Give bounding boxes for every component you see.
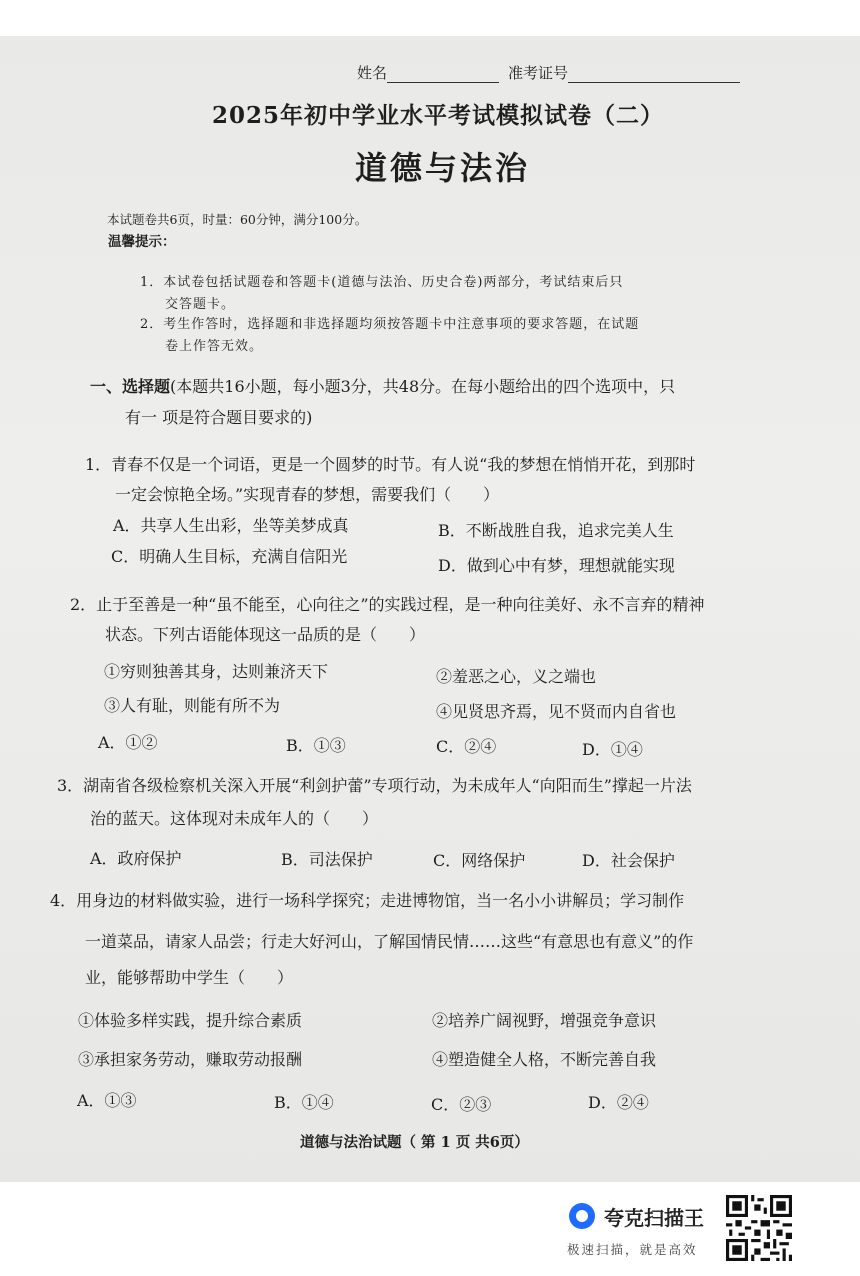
tip-2-line-1: 2．考生作答时，选择题和非选择题均须按答题卡中注意事项的要求答题，在试题 <box>140 317 640 332</box>
q4-statement-2: ②培养广阔视野，增强竞争意识 <box>432 1011 657 1030</box>
q3-option-a: A．政府保护 <box>90 849 182 868</box>
q1-option-a: A．共享人生出彩，坐等美梦成真 <box>113 516 349 535</box>
q2-statement-1: ①穷则独善其身，达则兼济天下 <box>104 662 329 681</box>
q4-option-b: B．①④ <box>274 1093 334 1112</box>
q4-option-d: D．②④ <box>588 1093 649 1112</box>
section-title: 一、选择题 <box>90 377 171 396</box>
q1-option-b: B．不断战胜自我，追求完美人生 <box>438 521 674 540</box>
question-1-stem-2: 一定会惊艳全场。”实现青春的梦想，需要我们（ ） <box>115 485 500 504</box>
exam-id-blank <box>568 66 740 83</box>
q4-statement-3: ③承担家务劳动，赚取劳动报酬 <box>78 1050 303 1069</box>
name-blank <box>387 66 499 83</box>
exam-title: 2025年初中学业水平考试模拟试卷（二） <box>212 102 665 129</box>
question-1-stem-1: 1．青春不仅是一个词语，更是一个圆梦的时节。有人说“我的梦想在悄悄开花，到那时 <box>85 455 696 474</box>
q2-option-a: A．①② <box>98 733 158 752</box>
q2-statement-2: ②羞恶之心，义之端也 <box>436 667 597 686</box>
question-3-stem-1: 3．湖南省各级检察机关深入开展“利剑护蕾”专项行动，为未成年人“向阳而生”撑起一片法 <box>57 776 692 795</box>
scanner-brand: 夸克扫描王 <box>604 1206 704 1230</box>
tips-heading: 温馨提示： <box>108 234 176 250</box>
q2-statement-3: ③人有耻，则能有所不为 <box>104 696 281 715</box>
q4-option-a: A．①③ <box>77 1091 137 1110</box>
q2-option-b: B．①③ <box>286 736 346 755</box>
qr-code-icon <box>726 1195 792 1261</box>
q3-option-d: D．社会保护 <box>582 851 675 870</box>
question-2-stem-1: 2．止于至善是一种“虽不能至，心向往之”的实践过程，是一种向往美好、永不言弃的精神 <box>70 595 705 614</box>
question-3-stem-2: 治的蓝天。这体现对未成年人的（ ） <box>90 809 379 828</box>
q1-option-d: D．做到心中有梦，理想就能实现 <box>438 556 675 575</box>
tip-2-line-2: 卷上作答无效。 <box>165 339 264 354</box>
subject-title: 道德与法治 <box>355 149 531 187</box>
exam-id-label: 准考证号 <box>508 64 569 82</box>
q2-option-c: C．②④ <box>436 737 497 756</box>
section-desc-1: (本题共16小题，每小题3分，共48分。在每小题给出的四个选项中，只 <box>170 377 676 396</box>
name-label: 姓名 <box>357 64 388 82</box>
tip-1-line-2: 交答题卡。 <box>165 297 236 312</box>
section-desc-2: 有一 项是符合题目要求的) <box>125 408 313 427</box>
tip-1-line-1: 1．本试卷包括试题卷和答题卡(道德与法治、历史合卷)两部分，考试结束后只 <box>140 275 624 290</box>
question-4-stem-3: 业，能够帮助中学生（ ） <box>85 968 294 987</box>
scanner-slogan: 极速扫描，就是高效 <box>567 1242 698 1257</box>
q4-option-c: C．②③ <box>431 1095 492 1114</box>
section-heading <box>90 374 675 397</box>
question-4-stem-1: 4．用身边的材料做实验，进行一场科学探究；走进博物馆，当一名小小讲解员；学习制作 <box>50 891 685 910</box>
question-2-stem-2: 状态。下列古语能体现这一品质的是（ ） <box>105 625 426 644</box>
q1-option-c: C．明确人生目标，充满自信阳光 <box>111 547 348 566</box>
quark-logo-icon <box>569 1203 595 1229</box>
exam-info: 本试题卷共6页，时量：60分钟，满分100分。 <box>107 212 368 227</box>
q3-option-b: B．司法保护 <box>281 850 373 869</box>
name-field <box>357 62 499 83</box>
q4-statement-1: ①体验多样实践，提升综合素质 <box>78 1011 303 1030</box>
question-4-stem-2: 一道菜品，请家人品尝；行走大好河山，了解国情民情……这些“有意思也有意义”的作 <box>85 932 694 951</box>
q3-option-c: C．网络保护 <box>433 851 526 870</box>
q2-statement-4: ④见贤思齐焉，见不贤而内自省也 <box>436 702 677 721</box>
q4-statement-4: ④塑造健全人格，不断完善自我 <box>432 1050 657 1069</box>
q2-option-d: D．①④ <box>582 740 643 759</box>
exam-id-field <box>508 62 740 83</box>
page-footer: 道德与法治试题（ 第 1 页 共6页） <box>300 1134 529 1151</box>
